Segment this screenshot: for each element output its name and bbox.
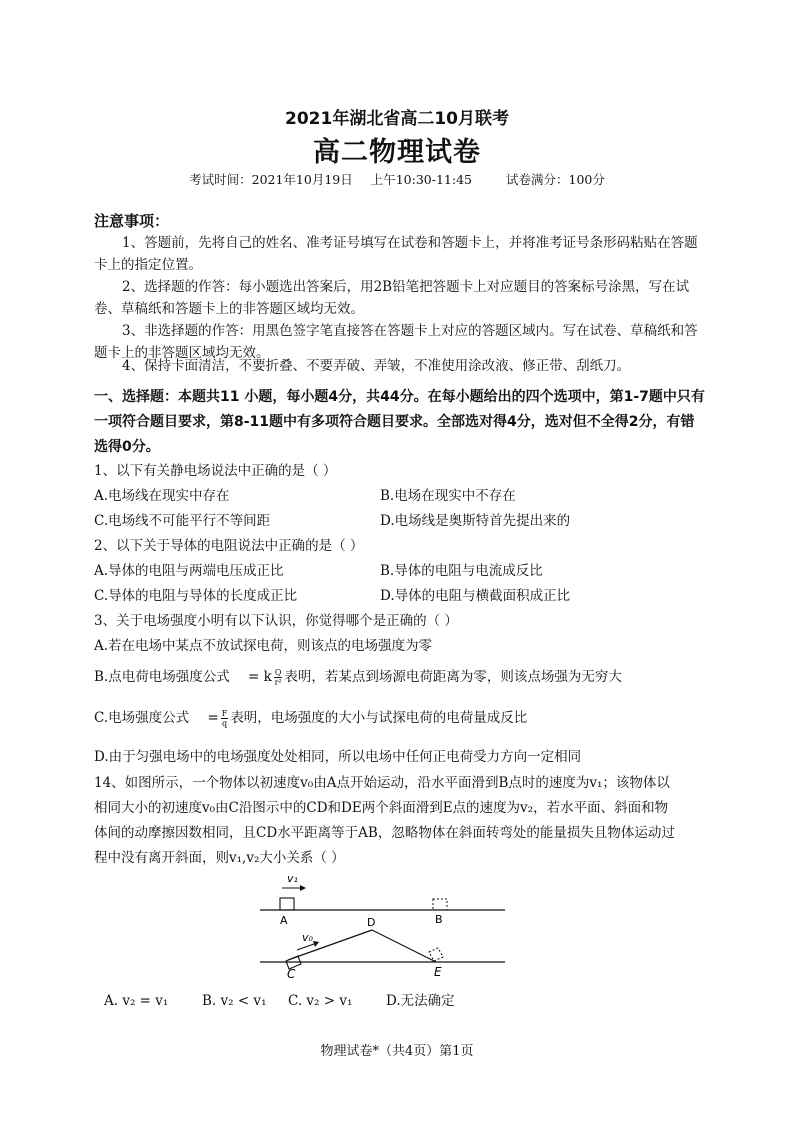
label-v1: v₁: [287, 872, 298, 885]
q2-stem: 2、以下关于导体的电阻说法中正确的是（ ）: [94, 538, 364, 554]
q3-option-d: D.由于匀强电场中的电场强度处处相同，所以电场中任何正电荷受力方向一定相同: [94, 749, 582, 765]
label-a: A: [280, 914, 288, 927]
q2-option-c: C.导体的电阻与导体的长度成正比: [94, 588, 298, 604]
incline-cd: [288, 930, 372, 960]
page-footer: 物理试卷*（共4页）第1页: [320, 1044, 474, 1059]
notice-heading: 注意事项：: [94, 212, 170, 230]
block-at-b-dashed: [433, 899, 447, 910]
label-c: C: [287, 967, 296, 981]
q14-option-b: B. v₂ < v₁: [202, 993, 267, 1009]
q3-c-denominator: q: [221, 719, 228, 728]
q3-b-fraction: [274, 668, 283, 687]
exam-date: 考试时间：2021年10月19日: [189, 172, 353, 187]
q3-c-numerator: F: [221, 709, 228, 718]
q3-b-prefix: B.点电荷电场强度公式: [94, 669, 230, 685]
notice-item-1: 1、答题前，先将自己的姓名、准考证号填写在试卷和答题卡上，并将准考证号条形码粘贴在答题卡上的指定位置。: [94, 235, 698, 273]
q1-option-d: D.电场线是奥斯特首先提出来的: [380, 513, 571, 529]
q14-figure: [250, 868, 520, 986]
q14-line-1: 14、如图所示，一个物体以初速度v₀由A点开始运动，沿水平面滑到B点时的速度为v₁；该物体以: [94, 775, 670, 791]
q3-b-suffix: 表明，若某点到场源电荷距离为零，则该点场强为无穷大: [284, 669, 622, 685]
q14-option-c: C. v₂ > v₁: [288, 993, 353, 1009]
q1-stem: 1、以下有关静电场说法中正确的是（ ）: [94, 463, 337, 479]
q3-b-equals: = k: [248, 669, 272, 685]
q3-c-prefix: C.电场强度公式: [94, 710, 190, 726]
q3-c-equals: =: [207, 710, 219, 726]
notice-item-4: 4、保持卡面清洁，不要折叠、不要弄破、弄皱，不准使用涂改液、修正带、刮纸刀。: [122, 358, 631, 374]
q3-option-a: A.若在电场中某点不放试探电荷，则该点的电场强度为零: [94, 638, 433, 654]
label-b: B: [435, 913, 443, 926]
q3-option-b: [94, 666, 622, 688]
label-e: E: [434, 965, 442, 979]
exam-title: 高二物理试卷: [313, 137, 481, 168]
q14-option-d: D.无法确定: [386, 993, 455, 1009]
v1-arrowhead: [300, 885, 306, 891]
label-d: D: [367, 916, 376, 929]
q3-b-numerator: Q: [274, 668, 282, 677]
q2-option-d: D.导体的电阻与横截面积成正比: [380, 588, 571, 604]
block-at-a: [280, 898, 294, 910]
exam-total-score: 试卷满分：100分: [506, 172, 605, 187]
q3-c-fraction: [221, 709, 229, 728]
q14-line-2: 相同大小的初速度v₀由C沿图示中的CD和DE两个斜面滑到E点的速度为v₂，若水平面、斜面和物: [94, 800, 669, 816]
label-v0: v₀: [302, 931, 313, 944]
exam-subtitle: 2021年湖北省高二10月联考: [285, 109, 509, 129]
q2-option-b: B.导体的电阻与电流成反比: [380, 563, 543, 579]
v0-arrow-line: [297, 944, 314, 950]
q14-line-4: 程中没有离开斜面，则v₁,v₂大小关系（ ）: [94, 850, 345, 866]
incline-de: [372, 930, 436, 962]
q1-option-c: C.电场线不可能平行不等间距: [94, 513, 271, 529]
q14-line-3: 体间的动摩擦因数相同，且CD水平距离等于AB，忽略物体在斜面转弯处的能量损失且物体运动过: [94, 825, 675, 841]
q3-b-denominator: r²: [274, 678, 282, 687]
q1-option-b: B.电场在现实中不存在: [380, 488, 516, 504]
q3-c-suffix: 表明，电场强度的大小与试探电荷的电荷量成反比: [230, 710, 528, 726]
q1-option-a: A.电场线在现实中存在: [94, 488, 230, 504]
exam-meta: [0, 170, 794, 188]
section-1-instructions: 一、选择题：本题共11 小题，每小题4分，共44分。在每小题给出的四个选项中，第1-7题中只有一项符合题目要求，第8-11题中有多项符合题目要求。全部选对得4分，选对但不全得2分，有错选得0分。: [94, 389, 705, 455]
notice-item-3: 3、非选择题的作答：用黑色签字笔直接答在答题卡上对应的答题区域内。写在试卷、草稿纸和答题卡上的非答题区域均无效。: [94, 323, 698, 361]
q3-option-c: [94, 707, 527, 729]
q2-option-a: A.导体的电阻与两端电压成正比: [94, 563, 284, 579]
exam-period: 上午10:30-11:45: [370, 172, 473, 187]
q14-option-a: A. v₂ = v₁: [104, 993, 169, 1009]
notice-item-2: 2、选择题的作答：每小题选出答案后，用2B铅笔把答题卡上对应题目的答案标号涂黑，写在试卷、草稿纸和答题卡上的非答题区域均无效。: [94, 279, 690, 317]
q3-stem: 3、关于电场强度小明有以下认识，你觉得哪个是正确的（ ）: [94, 613, 458, 629]
